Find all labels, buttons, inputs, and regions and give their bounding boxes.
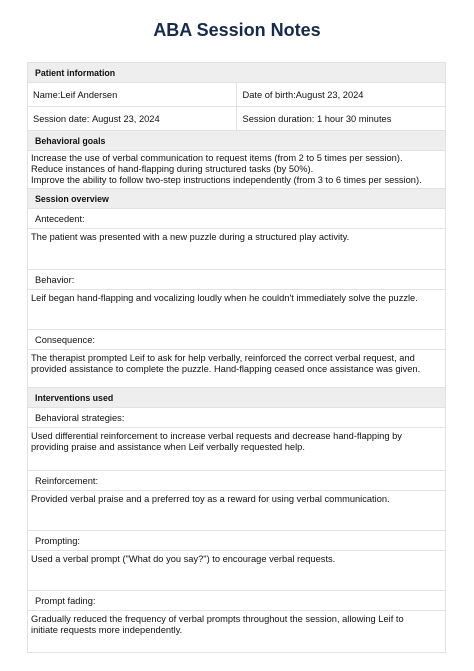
section-header-label: Behavioral goals	[35, 135, 106, 146]
name-label: Name:	[33, 89, 61, 100]
section-header-label: Interventions used	[35, 392, 114, 403]
dob-value: August 23, 2024	[295, 89, 364, 100]
strategies-label-row	[27, 408, 446, 428]
behavior-text: Leif began hand-flapping and vocalizing loudly when he couldn't immediately solve the puzzle.	[31, 293, 418, 303]
prompting-text: Used a verbal prompt ("What do you say?") to encourage verbal requests.	[31, 554, 336, 564]
prompting-label: Prompting:	[35, 535, 80, 546]
name-value: Leif Andersen	[60, 89, 118, 100]
behavior-field[interactable]	[27, 290, 446, 330]
session-date-label: Session date:	[33, 113, 90, 124]
name-field[interactable]	[28, 83, 236, 106]
consequence-field[interactable]	[27, 350, 446, 388]
goal-line: Increase the use of verbal communication to request items (from 2 to 5 times per session).	[31, 153, 403, 163]
prompt-fading-line: initiate requests more independently.	[31, 624, 183, 635]
patient-row-1	[27, 83, 446, 107]
antecedent-label-row	[27, 209, 446, 229]
reinforcement-text: Provided verbal praise and a preferred toy as a reward for using verbal communication.	[31, 494, 390, 504]
section-header-behavioral-goals	[27, 131, 446, 151]
consequence-label-row	[27, 330, 446, 350]
session-duration-field[interactable]	[236, 107, 446, 130]
patient-row-2	[27, 107, 446, 131]
behavior-label: Behavior:	[35, 274, 75, 285]
antecedent-text: The patient was presented with a new puzzle during a structured play activity.	[31, 232, 350, 242]
strategies-label: Behavioral strategies:	[35, 412, 125, 423]
session-duration-label: Session duration:	[242, 113, 315, 124]
prompt-fading-field[interactable]	[27, 611, 446, 653]
strategies-line: Used differential reinforcement to increase verbal requests and decrease hand-flapping by	[31, 431, 402, 441]
session-date-value: August 23, 2024	[91, 113, 160, 124]
prompt-fading-label-row	[27, 591, 446, 611]
strategies-line: providing praise and assistance when Leif verbally requested help.	[31, 441, 305, 452]
page-title: ABA Session Notes	[153, 20, 321, 40]
behavioral-goals-field[interactable]	[27, 151, 446, 189]
session-duration-value: 1 hour 30 minutes	[316, 113, 392, 124]
antecedent-field[interactable]	[27, 229, 446, 270]
section-header-label: Patient information	[35, 67, 116, 78]
section-header-interventions	[27, 388, 446, 408]
prompting-field[interactable]	[27, 551, 446, 591]
session-date-field[interactable]	[28, 107, 236, 130]
antecedent-label: Antecedent:	[35, 213, 85, 224]
session-notes-form	[27, 62, 446, 653]
consequence-line: The therapist prompted Leif to ask for help verbally, reinforced the correct verbal request, and	[31, 353, 415, 363]
reinforcement-label-row	[27, 471, 446, 491]
section-header-patient-information	[27, 63, 446, 83]
consequence-line: provided assistance to complete the puzzle. Hand-flapping ceased once assistance was given.	[31, 363, 421, 374]
date-of-birth-field[interactable]	[236, 83, 446, 106]
behavior-label-row	[27, 270, 446, 290]
reinforcement-field[interactable]	[27, 491, 446, 531]
prompt-fading-line: Gradually reduced the frequency of verbal prompts throughout the session, allowing Leif to	[31, 614, 404, 624]
prompt-fading-label: Prompt fading:	[35, 595, 96, 606]
prompting-label-row	[27, 531, 446, 551]
consequence-label: Consequence:	[35, 334, 95, 345]
section-header-session-overview	[27, 189, 446, 209]
strategies-field[interactable]	[27, 428, 446, 471]
dob-label: Date of birth:	[242, 89, 296, 100]
goal-line: Improve the ability to follow two-step instructions independently (from 3 to 6 times per session).	[31, 174, 422, 185]
section-header-label: Session overview	[35, 193, 109, 204]
goal-line: Reduce instances of hand-flapping during structured tasks (by 50%).	[31, 163, 314, 174]
reinforcement-label: Reinforcement:	[35, 475, 99, 486]
